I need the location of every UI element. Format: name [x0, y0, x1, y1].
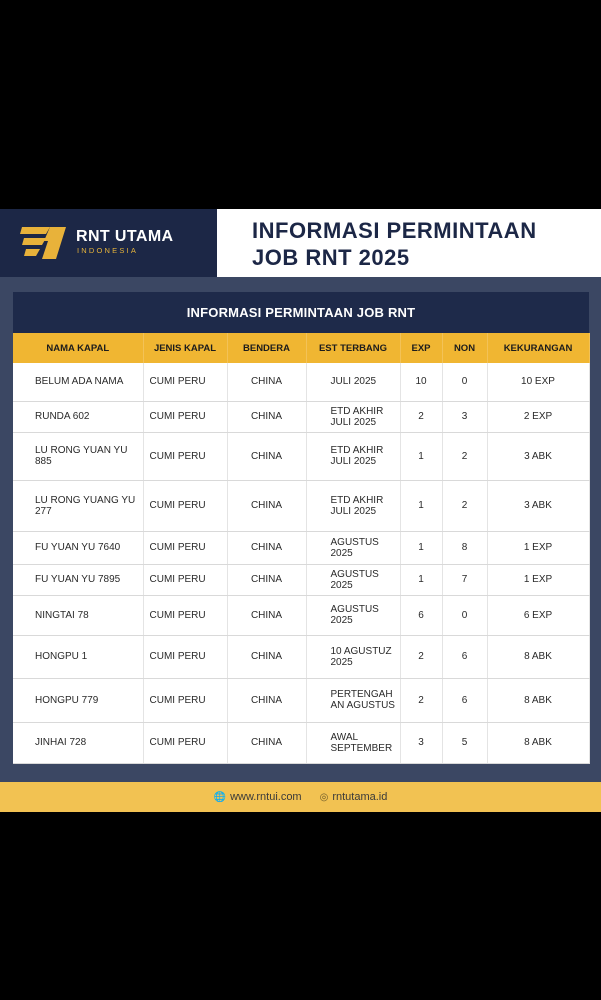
- table-cell: 2: [400, 401, 442, 432]
- table-cell: FU YUAN YU 7640: [13, 531, 143, 564]
- table-body: [13, 363, 589, 763]
- table-row: [13, 595, 589, 635]
- table-cell: CUMI PERU: [143, 564, 227, 595]
- table-cell: 10: [400, 363, 442, 401]
- title-line-2: JOB RNT 2025: [252, 245, 410, 270]
- table-cell: CHINA: [227, 564, 306, 595]
- title-line-1: INFORMASI PERMINTAAN: [252, 218, 537, 243]
- table-row: [13, 678, 589, 722]
- table-cell: 2 EXP: [487, 401, 589, 432]
- column-header: NAMA KAPAL: [13, 333, 143, 363]
- brand-subtitle: INDONESIA: [77, 246, 139, 255]
- table-cell: 3 ABK: [487, 480, 589, 531]
- table-cell: CHINA: [227, 595, 306, 635]
- table-cell: 10 EXP: [487, 363, 589, 401]
- table-cell: 6 EXP: [487, 595, 589, 635]
- column-header: JENIS KAPAL: [143, 333, 227, 363]
- table-cell: CUMI PERU: [143, 635, 227, 678]
- table-row: [13, 432, 589, 480]
- table-title: INFORMASI PERMINTAAN JOB RNT: [13, 292, 589, 333]
- table-cell: 2: [400, 635, 442, 678]
- table-cell: AGUSTUS 2025: [306, 564, 400, 595]
- table-cell: AGUSTUS 2025: [306, 595, 400, 635]
- table-cell: 1: [400, 432, 442, 480]
- page-title: [252, 217, 537, 271]
- table-cell: CUMI PERU: [143, 432, 227, 480]
- table-cell: ETD AKHIR JULI 2025: [306, 401, 400, 432]
- table-cell: 8: [442, 531, 487, 564]
- footer-bar: [0, 782, 601, 812]
- column-header: EST TERBANG: [306, 333, 400, 363]
- table-cell: 6: [442, 635, 487, 678]
- column-header: NON: [442, 333, 487, 363]
- column-header: KEKURANGAN: [487, 333, 589, 363]
- table-cell: CHINA: [227, 635, 306, 678]
- table-row: [13, 564, 589, 595]
- column-header: EXP: [400, 333, 442, 363]
- table-cell: CHINA: [227, 363, 306, 401]
- table-cell: ETD AKHIR JULI 2025: [306, 480, 400, 531]
- table-cell: CUMI PERU: [143, 531, 227, 564]
- table-cell: CHINA: [227, 480, 306, 531]
- job-table: [13, 333, 590, 764]
- table-cell: JINHAI 728: [13, 722, 143, 763]
- table-cell: CUMI PERU: [143, 722, 227, 763]
- table-row: [13, 722, 589, 763]
- table-cell: CUMI PERU: [143, 480, 227, 531]
- table-cell: 2: [442, 480, 487, 531]
- table-cell: CHINA: [227, 531, 306, 564]
- website-link[interactable]: [214, 791, 302, 803]
- table-cell: RUNDA 602: [13, 401, 143, 432]
- table-row: [13, 531, 589, 564]
- table-cell: 3: [442, 401, 487, 432]
- brand-name: RNT UTAMA: [76, 228, 174, 245]
- table-cell: 5: [442, 722, 487, 763]
- table-cell: 0: [442, 363, 487, 401]
- table-cell: 1: [400, 564, 442, 595]
- table-cell: CHINA: [227, 432, 306, 480]
- job-table-card: [13, 292, 589, 764]
- table-row: [13, 635, 589, 678]
- table-cell: LU RONG YUANG YU 277: [13, 480, 143, 531]
- table-cell: 6: [400, 595, 442, 635]
- column-header: BENDERA: [227, 333, 306, 363]
- table-cell: HONGPU 1: [13, 635, 143, 678]
- table-cell: NINGTAI 78: [13, 595, 143, 635]
- table-cell: 1 EXP: [487, 531, 589, 564]
- table-cell: CHINA: [227, 722, 306, 763]
- table-cell: AWAL SEPTEMBER: [306, 722, 400, 763]
- table-cell: ETD AKHIR JULI 2025: [306, 432, 400, 480]
- table-cell: 3: [400, 722, 442, 763]
- table-cell: 8 ABK: [487, 678, 589, 722]
- table-cell: 6: [442, 678, 487, 722]
- instagram-icon: ◎: [319, 791, 329, 803]
- table-cell: CHINA: [227, 678, 306, 722]
- table-cell: CHINA: [227, 401, 306, 432]
- table-cell: JULI 2025: [306, 363, 400, 401]
- table-cell: PERTENGAH AN AGUSTUS: [306, 678, 400, 722]
- table-row: [13, 363, 589, 401]
- globe-icon: 🌐: [213, 791, 227, 803]
- social-text: rntutama.id: [332, 791, 388, 803]
- table-cell: 1: [400, 480, 442, 531]
- table-cell: 1: [400, 531, 442, 564]
- table-cell: CUMI PERU: [143, 595, 227, 635]
- table-cell: 8 ABK: [487, 635, 589, 678]
- table-cell: 2: [400, 678, 442, 722]
- header-bar: [0, 209, 601, 277]
- table-cell: 1 EXP: [487, 564, 589, 595]
- table-cell: AGUSTUS 2025: [306, 531, 400, 564]
- table-cell: 0: [442, 595, 487, 635]
- table-cell: BELUM ADA NAMA: [13, 363, 143, 401]
- table-cell: FU YUAN YU 7895: [13, 564, 143, 595]
- table-cell: 7: [442, 564, 487, 595]
- table-row: [13, 401, 589, 432]
- table-cell: 8 ABK: [487, 722, 589, 763]
- table-cell: 3 ABK: [487, 432, 589, 480]
- table-cell: CUMI PERU: [143, 363, 227, 401]
- table-header-row: [13, 333, 589, 363]
- logo-panel: [0, 209, 217, 277]
- rnt-logo-icon: [20, 223, 68, 263]
- table-row: [13, 480, 589, 531]
- table-cell: CUMI PERU: [143, 401, 227, 432]
- board-background: [0, 277, 601, 782]
- table-cell: CUMI PERU: [143, 678, 227, 722]
- website-text: www.rntui.com: [230, 791, 302, 803]
- social-link[interactable]: [320, 791, 388, 803]
- table-cell: HONGPU 779: [13, 678, 143, 722]
- table-cell: LU RONG YUAN YU 885: [13, 432, 143, 480]
- table-cell: 2: [442, 432, 487, 480]
- table-cell: 10 AGUSTUZ 2025: [306, 635, 400, 678]
